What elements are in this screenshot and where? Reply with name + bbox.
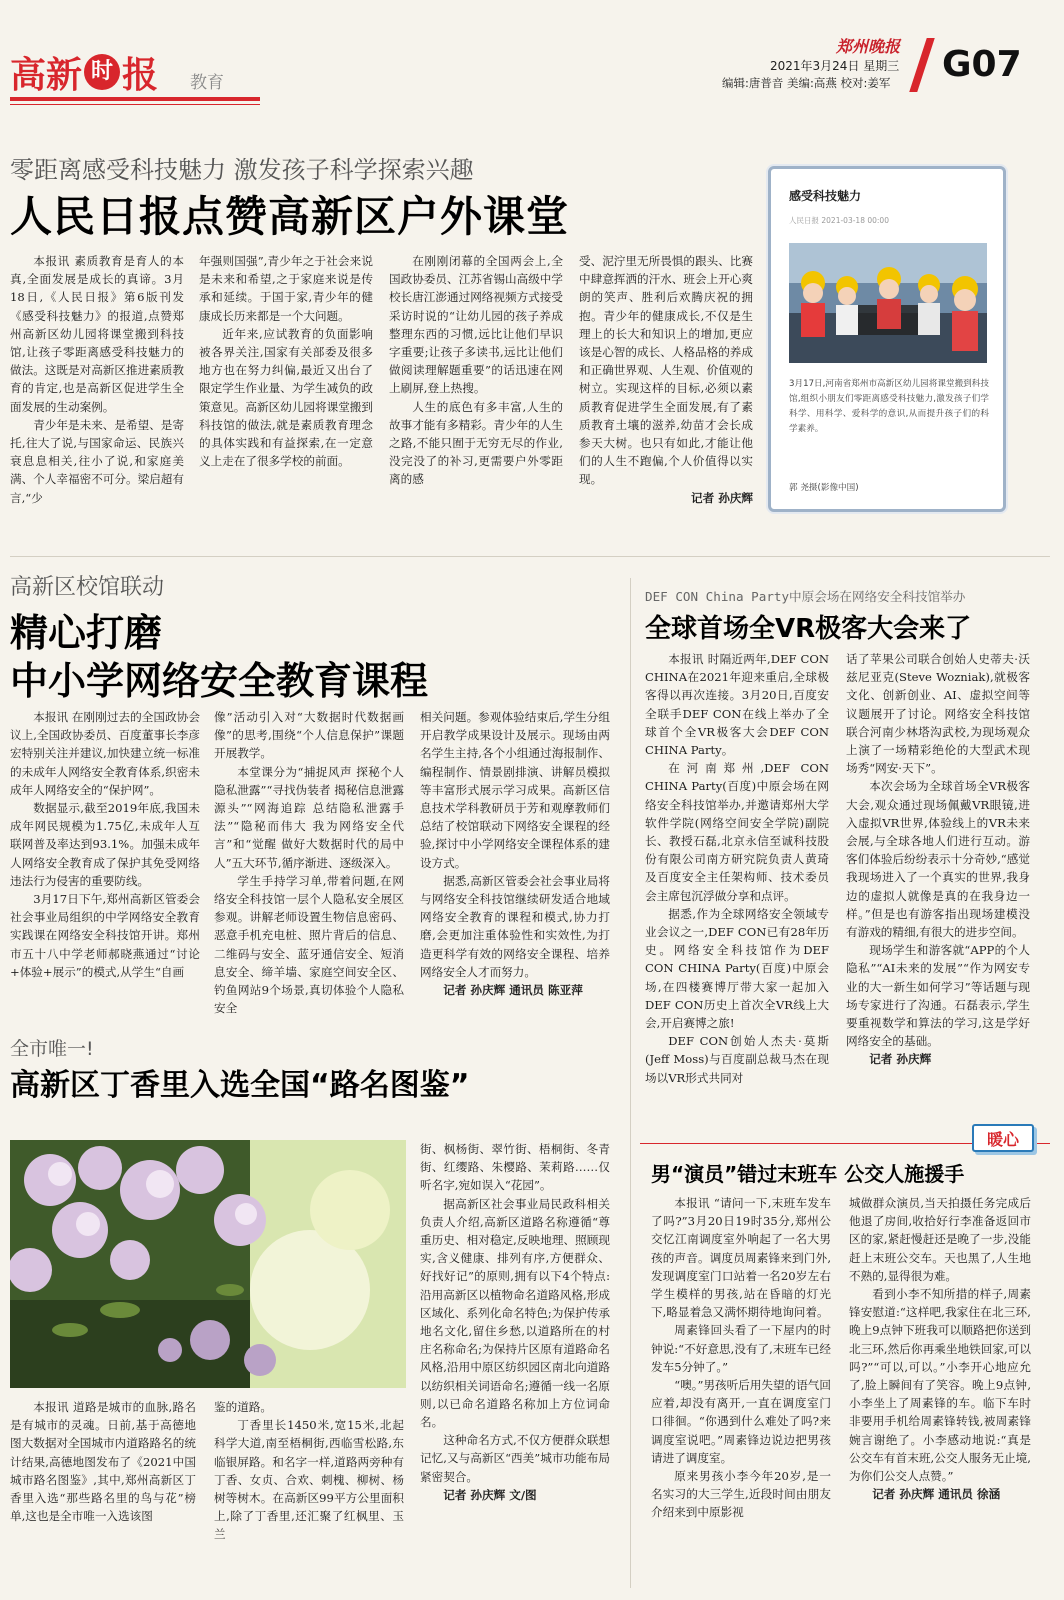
article2-headline-line2: 中小学网络安全教育课程 bbox=[10, 659, 429, 703]
article3-col2-p1: 话了苹果公司联合创始人史蒂夫·沃兹尼亚克(Steve Wozniak),就极客文化、创新创业、AI、虚拟空间等议题展开了讨论。网络安全科技馆联合河南少林塔沟武校,为现场观众上演了一场精彩绝伦的大型武术现场秀“网安·天下”。 bbox=[846, 652, 1030, 776]
article5-col1-p1: 本报讯 “请问一下,末班车发车了吗?”3月20日19时35分,郑州公交忆江南调度室外响起了一名大男孩的声音。调度员周素锋来到门外,发现调度室门口站着一名20岁左右学生模样的男孩,站在昏暗的灯光下,略显着急又满怀期待地询问着。 bbox=[651, 1196, 831, 1320]
section-name bbox=[10, 46, 158, 98]
article2-col2-p2: 本堂课分为“捕捉风声 探秘个人隐私泄露”“寻找伪装者 揭秘信息泄露源头”“网海追踪 总结隐私泄露手法”“隐秘而伟大 我为网络安全代言”和“觉醒 做好大数据时代的局中人”五大环节,循序渐进、逐级深入。 bbox=[214, 764, 404, 870]
article3-col1-p1: 本报讯 时隔近两年,DEF CON CHINA在2021年迎来重启,全球极客得以再次连接。3月20日,百度安全联手DEF CON在线上举办了全球首个全VR极客大会DEF CON CHINA Party。 bbox=[645, 652, 829, 758]
article2-col2-p3: 学生手持学习单,带着问题,在网络安全科技馆一层个人隐私安全展区参观。讲解老师设置生物信息密码、恶意手机充电桩、照片背后的信息、二维码与安全、蓝牙通信安全、短消息安全、缔羊墙、家庭空间安全区、钓鱼网站9个场景,真切体验个人隐私安全 bbox=[214, 873, 404, 1016]
article1-kicker: 零距离感受科技魅力 激发孩子科学探索兴趣 bbox=[10, 156, 474, 184]
article3-col1 bbox=[645, 650, 829, 1124]
article4-col1 bbox=[10, 1398, 196, 1582]
clipping-caption: 3月17日,河南省郑州市高新区幼儿园将课堂搬到科技馆,组织小朋友们零距离感受科技魅力,激发孩子们学科学、用科学、爱科学的意识,从而提升孩子们的科学素养。 bbox=[789, 379, 989, 434]
article5-col2 bbox=[849, 1194, 1031, 1588]
article5-tag-label: 暖心 bbox=[986, 1129, 1019, 1149]
article1-headline: 人民日报点赞高新区户外课堂 bbox=[10, 192, 570, 241]
article1-col3-p2: 人生的底色有多丰富,人生的故事才能有多精彩。青少年的人生之路,不能只囿于无穷无尽的作业,没完没了的补习,更需要户外零距离的感 bbox=[389, 399, 563, 487]
article1-col1-p1: 本报讯 素质教育是育人的本真,全面发展是成长的真谛。3月18日,《人民日报》第6版刊发《感受科技魅力》的报道,点赞郑州高新区幼儿园将课堂搬到科技馆,让孩子零距离感受科技魅力的做法。这既是对高新区推进素质教育的肯定,也是高新区促进学生全面发展的生动案例。 bbox=[10, 254, 184, 414]
lilac-flower-photo bbox=[10, 1140, 406, 1388]
clipping-credit: 郭 尧摄(影像中国) bbox=[789, 483, 859, 493]
clipping-title: 感受科技魅力 bbox=[789, 189, 862, 203]
divider-1 bbox=[10, 556, 1050, 557]
masthead-thin-rule bbox=[10, 104, 260, 105]
article5-col1-p4: 原来男孩小李今年20岁,是一名实习的大三学生,近段时间由朋友介绍来到中原影视 bbox=[651, 1469, 831, 1520]
article3-col2 bbox=[846, 650, 1030, 1124]
article1-col2-p1: 年强则国强”,青少年之于社会来说是未来和希望,之于家庭来说是传承和延续。于国于家,青少年的健康成长历来都是一个大问题。 bbox=[199, 254, 373, 323]
article2-headline-line1: 精心打磨 bbox=[10, 611, 163, 655]
lilac-photo bbox=[10, 1140, 406, 1388]
article5-col2-p2: 看到小李不知所措的样子,周素锋安慰道:“这样吧,我家住在北三环,晚上9点钟下班我可以顺路把你送到北三环,然后你再乘坐地铁回家,可以吗?”“可以,可以。”小李开心地应允了,脸上瞬间有了笑容。晚上9点钟,小李坐上了周素锋的车。临下车时非要用手机给周素锋转钱,被周素锋婉言谢绝了。小李感动地说:“真是公交车有首末班,公交人服务无止境,为你们公交人点赞。” bbox=[849, 1287, 1031, 1484]
article3-col1-p3: 据悉,作为全球网络安全领域专业会议之一,DEF CON已有28年历史。网络安全科技馆作为DEF CON CHINA Party(百度)中原会场,在四楼赛博厅带大家一起加入DEF CON历史上首次全VR线上大会,开启赛博之旅! bbox=[645, 906, 829, 1031]
article2-col1 bbox=[10, 708, 200, 1024]
article4-col2-p1: 鉴的道路。 bbox=[214, 1400, 272, 1414]
article4-col3-p3: 这种命名方式,不仅方便群众联想记忆,又与高新区“西美”城市功能布局紧密契合。 bbox=[420, 1433, 610, 1484]
article4-kicker: 全市唯一! bbox=[10, 1038, 94, 1060]
article4-headline: 高新区丁香里入选全国“路名图鉴” bbox=[10, 1068, 470, 1103]
article3-col1-p4: DEF CON创始人杰夫·莫斯(Jeff Moss)与百度副总裁马杰在现场以VR形式共同对 bbox=[645, 1034, 829, 1085]
article5-headline: 男“演员”错过末班车 公交人施援手 bbox=[651, 1162, 965, 1186]
article4-col1-p1: 本报讯 道路是城市的血脉,路名是有城市的灵魂。日前,基于高德地图大数据对全国城市内道路路名的统计结果,高德地图发布了《2021中国城市路名图鉴》,其中,郑州高新区丁香里入选“那些路名里的鸟与花”榜单,这也是全市唯一入选该图 bbox=[10, 1400, 196, 1524]
article5-col2-p1: 城做群众演员,当天拍摄任务完成后他退了房间,收拾好行李准备返回市区的家,紧赶慢赶还是晚了一步,没能赶上末班公交车。天也黑了,人生地不熟的,显得很为难。 bbox=[849, 1196, 1031, 1283]
article3-col2-p3: 现场学生和游客就“APP的个人隐私”“AI未来的发展”“作为网安专业的大一新生如何学习”等话题与现场专家进行了沟通。石磊表示,学生要重视数学和算法的学习,这是学好网络安全的基础。 bbox=[846, 943, 1030, 1049]
masthead-rule bbox=[10, 97, 260, 101]
article4-col3-p2: 据高新区社会事业局民政科相关负责人介绍,高新区道路名称遵循“尊重历史、相对稳定,反映地理、照顾现实,含义健康、排列有序,方便群众、好找好记”的原则,拥有以下4个特点:沿用高新区以植物命名道路风格,形成区域化、系列化命名特色;为保护传承地名文化,留住乡愁,以道路所在的村庄名称命名;为保持片区原有道路命名风格,沿用中原区纺织园区南北向道路以纺织相关词语命名;遵循一线一名原则,以已命名道路名称加上方位词命名。 bbox=[420, 1196, 610, 1430]
section-name-a: 高新 bbox=[10, 54, 83, 96]
masthead bbox=[0, 0, 1064, 112]
article2-col1-p1: 本报讯 在刚刚过去的全国政协会议上,全国政协委员、百度董事长李彦宏特别关注并建议,加快建立统一标准的未成年人网络安全教育体系,织密未成年人网络安全的“保护网”。 bbox=[10, 710, 200, 797]
newspaper-logo: 郑州晚报 bbox=[836, 37, 901, 56]
article4-col2 bbox=[214, 1398, 404, 1582]
article5-tag bbox=[972, 1124, 1034, 1152]
article1-signature: 记者 孙庆辉 bbox=[690, 490, 753, 505]
article4-col2-p2: 丁香里长1450米,宽15米,北起科学大道,南至梧桐街,西临雪松路,东临银屏路。和名字一样,道路两旁种有丁香、女贞、合欢、刺槐、柳树、杨树等树木。在高新区99平方公里面积上,除了丁香里,还汇聚了红枫里、玉兰 bbox=[214, 1418, 404, 1542]
clipping-source: 人民日报 2021-03-18 00:00 bbox=[789, 216, 889, 225]
section-name-circle: 时 bbox=[84, 54, 120, 90]
article1-col1 bbox=[10, 252, 184, 518]
article2-col1-p3: 3月17日下午,郑州高新区管委会社会事业局组织的中学网络安全教育实践课在网络安全科技馆开讲。郑州市五十八中学老师郝晓燕通过“讨论+体验+展示”的模式,从学生“自画 bbox=[10, 892, 200, 979]
section-tag: 教育 bbox=[190, 73, 224, 93]
date-line: 2021年3月24日 星期三 bbox=[770, 59, 900, 73]
article1-col4 bbox=[579, 252, 753, 518]
article2-col1-p2: 数据显示,截至2019年底,我国未成年网民规模为1.75亿,未成年人互联网普及率达到93.1%。加强未成年人网络安全教育成了保护其免受网络违法行为侵害的重要防线。 bbox=[10, 801, 200, 888]
article2-col2 bbox=[214, 708, 404, 1024]
article3-headline: 全球首场全VR极客大会来了 bbox=[645, 614, 972, 644]
article1-col2-p2: 近年来,应试教育的负面影响被各界关注,国家有关部委及很多地方也在努力纠偏,最近又出台了限定学生作业量、为学生减负的政策意见。高新区幼儿园将课堂搬到科技馆的做法,就是素质教育理念的具体实践和有益探索,在一定意义上走在了很多学校的前面。 bbox=[199, 326, 373, 469]
article3-col1-p2: 在河南郑州,DEF CON CHINA Party(百度)中原会场在网络安全科技馆举办,并邀请郑州大学软件学院(网络空间安全学院)副院长、教授石磊,北京永信至诚科技股份有限公司南方研究院负责人黄琦及百度安全主任架构师、技术委员会主席包沉浮做分享和点评。 bbox=[645, 761, 829, 903]
article2-col3-p1: 相关问题。参观体验结束后,学生分组开启教学成果设计及展示。现场由两名学生主持,各个小组通过海报制作、编程制作、情景剧排演、讲解员模拟等丰富形式展示学习成果。高新区信息技术学科教研员于芳和观摩教师们总结了校馆联动下网络安全课程的经验,探讨中小学网络安全课程体系的建设方式。 bbox=[420, 710, 610, 870]
article1-col1-p2: 青少年是未来、是希望、是寄托,往大了说,与国家命运、民族兴衰息息相关,往小了说,和家庭美满、个人幸福密不可分。梁启超有言,“少 bbox=[10, 417, 184, 505]
article5-col1-p3: “噢。”男孩听后用失望的语气回应着,却没有离开,一直在调度室门口徘徊。“你遇到什么难处了吗?来调度室说吧。”周素锋边说边把男孩请进了调度室。 bbox=[651, 1378, 831, 1465]
children-science-photo bbox=[789, 243, 987, 363]
clipping-photo bbox=[789, 243, 987, 363]
article2-col3 bbox=[420, 708, 610, 1024]
article1-col4-p1: 受、泥泞里无所畏惧的跟头、比赛中肆意挥洒的汗水、班会上开心爽朗的笑声、胜利后欢腾庆祝的拥抱。青少年的健康成长,不仅是生理上的长大和知识上的增加,更应该是心智的成长、人格品格的养成和正确世界观、人生观、价值观的树立。实现这样的目标,必须以素质教育促进学生全面发展,有了素质教育土壤的滋养,幼苗才会长成参天大树。也只有如此,才能让他们的人生不跑偏,个人价值得以实现。 bbox=[579, 254, 753, 487]
article5-signature: 记者 孙庆辉 通讯员 徐涵 bbox=[872, 1487, 1001, 1502]
article4-col3 bbox=[420, 1140, 610, 1582]
editors-line: 编辑:唐普音 美编:高燕 校对:姜军 bbox=[722, 76, 891, 90]
article1-col3 bbox=[389, 252, 563, 518]
article2-col3-p2: 据悉,高新区管委会社会事业局将与网络安全科技馆继续研发适合地域网络安全教育的课程和模式,协力打磨,会更加注重体验性和实效性,为打造更科学有效的网络安全课程、培养网络安全人才而努力。 bbox=[420, 873, 610, 979]
article5-col1-p2: 周素锋回头看了一下屋内的时钟说:“不好意思,没有了,末班车已经发车5分钟了。” bbox=[651, 1323, 831, 1374]
article3-col2-p2: 本次会场为全球首场全VR极客大会,观众通过现场佩戴VR眼镜,进入虚拟VR世界,体验线上的VR未来会展,与全球各地人们进行互动。游客们体验后纷纷表示十分奇妙,“感觉我现场进入了一个真实的世界,我身边的虚拟人就像是真的在我身边一样。”但是也有游客指出现场建模没有游戏的精细,有很大的进步空间。 bbox=[846, 779, 1030, 940]
article1-col2 bbox=[199, 252, 373, 518]
page-slash-icon bbox=[909, 38, 935, 92]
section-name-b: 报 bbox=[122, 54, 159, 96]
clipping-card bbox=[768, 166, 1006, 512]
page-number: G07 bbox=[942, 44, 1022, 85]
article5-col1 bbox=[651, 1194, 831, 1588]
article2-kicker: 高新区校馆联动 bbox=[10, 575, 165, 600]
divider-vertical bbox=[630, 578, 631, 1588]
article4-col3-p1: 街、枫杨街、翠竹街、梧桐街、冬青街、红缨路、朱樱路、茉莉路……仅听名字,宛如误入“花园”。 bbox=[420, 1142, 610, 1193]
article3-kicker: DEF CON China Party中原会场在网络安全科技馆举办 bbox=[645, 589, 966, 604]
article2-signature: 记者 孙庆辉 通讯员 陈亚萍 bbox=[443, 983, 583, 998]
article1-col3-p1: 在刚刚闭幕的全国两会上,全国政协委员、江苏省锡山高级中学校长唐江澎通过网络视频方式接受采访时说的“让幼儿园的孩子养成整理东西的习惯,远比让他们早识字重要;让孩子多读书,远比让他们做阅读理解题重要”的话迅速在网上刷屏,登上热搜。 bbox=[389, 254, 563, 396]
article4-signature: 记者 孙庆辉 文/图 bbox=[443, 1487, 537, 1502]
article3-signature: 记者 孙庆辉 bbox=[869, 1052, 932, 1067]
article2-col2-p1: 像”活动引入对“大数据时代数据画像”的思考,围绕“个人信息保护”课题开展教学。 bbox=[214, 710, 404, 761]
